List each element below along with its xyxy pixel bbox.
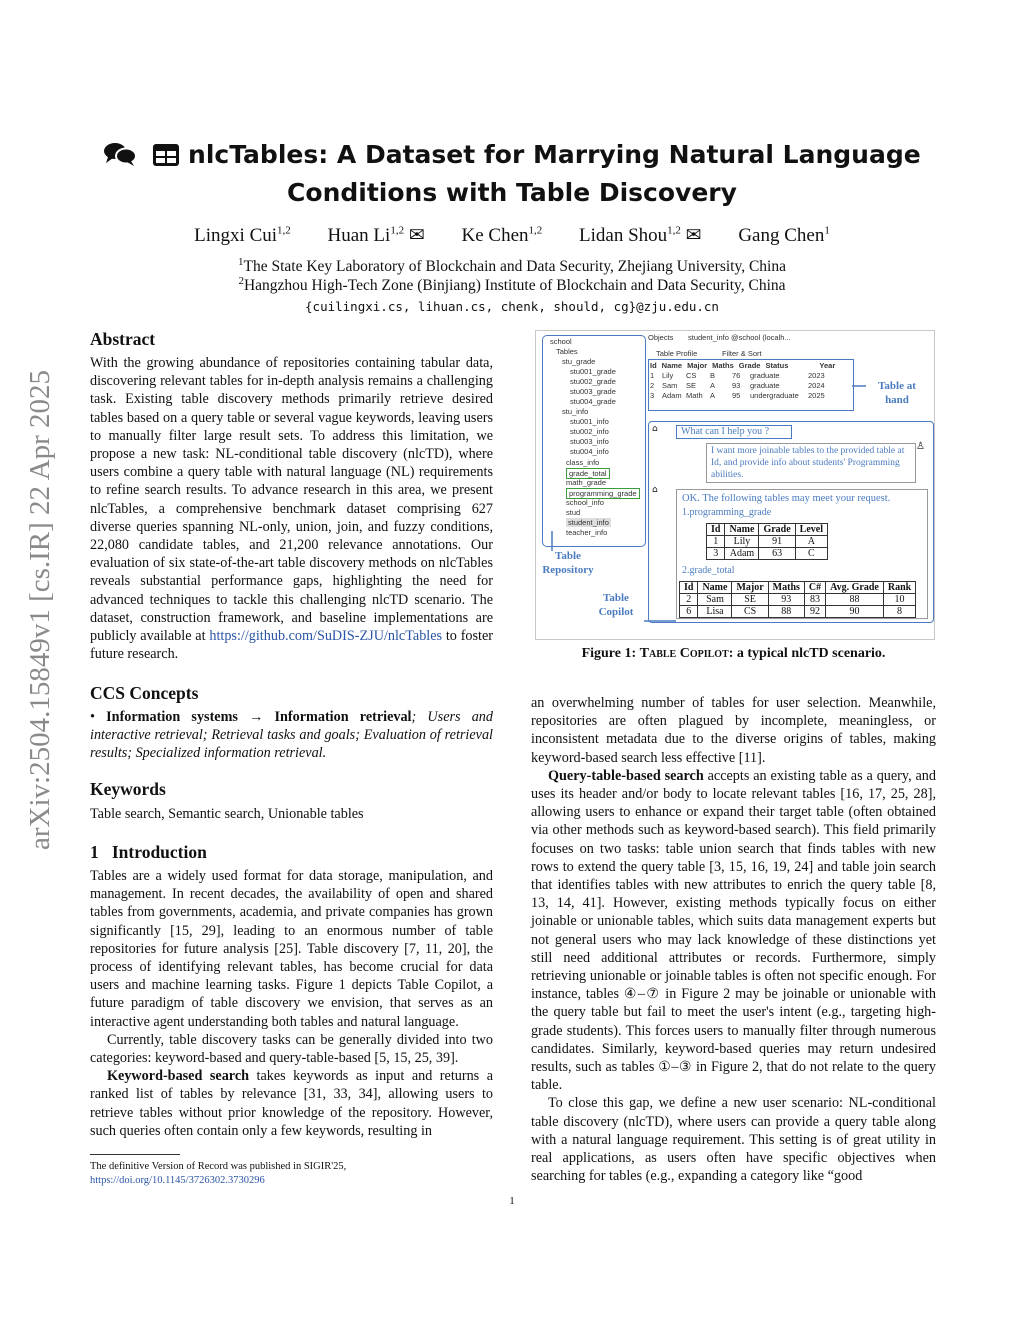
table-row: 2 Sam SE 93 83 88 10 bbox=[680, 594, 916, 606]
footnote: The definitive Version of Record was published in SIGIR'25, https://doi.org/10.1145/3726302.3730296 bbox=[90, 1161, 347, 1186]
envelope-icon: ✉ bbox=[408, 225, 425, 246]
label-table-at-hand: Table at hand bbox=[878, 380, 916, 406]
github-link[interactable]: https://github.com/SuDIS-ZJU/nlcTables bbox=[209, 628, 443, 645]
tree-item: stud bbox=[566, 508, 581, 517]
affiliation-1: $^1$The State Key Laboratory of Blockchain and Data Security, Zhejiang University, China bbox=[238, 256, 786, 276]
tree-item: teacher_info bbox=[566, 528, 608, 537]
author: Lidan Shou$^{1,2}$ ✉ bbox=[579, 224, 702, 246]
tree-item: stu003_grade bbox=[570, 387, 616, 396]
chat-bubbles-icon bbox=[103, 141, 137, 176]
tree-item: class_info bbox=[566, 458, 600, 467]
result-1-table: Id Name Grade Level 1 Lily 91 A 3 Adam 63 C bbox=[706, 523, 828, 560]
tree-item: stu004_info bbox=[570, 447, 609, 456]
page-number: 1 bbox=[509, 1195, 515, 1207]
user-message: I want more joinable tables to the provided table at Id, and provide info about students' Programming abilities. bbox=[706, 443, 916, 483]
robot-icon: ⌂ bbox=[652, 424, 658, 434]
author: Huan Li$^{1,2}$ ✉ bbox=[327, 224, 425, 246]
open-table-tab: student_info @school (localh... bbox=[688, 333, 791, 342]
title-line-1: nlcTables: A Dataset for Marrying Natural Language bbox=[188, 140, 921, 169]
objects-tab: Objects bbox=[648, 333, 674, 342]
figure-1-caption: Figure 1: Table Copilot: a typical nlcTD scenario. bbox=[581, 646, 886, 661]
result-1-title: 1.programming_grade bbox=[682, 507, 772, 518]
chat-prompt: What can I help you ? bbox=[676, 425, 792, 439]
table-row: 6 Lisa CS 88 92 90 8 bbox=[680, 606, 916, 618]
reply-text: OK. The following tables may meet your request. bbox=[682, 493, 891, 504]
table-row: 3 Adam 63 C bbox=[707, 548, 828, 560]
table-row: 1 Lily 91 A bbox=[707, 536, 828, 548]
figure-arrows bbox=[536, 331, 934, 639]
tree-item: stu_info bbox=[562, 407, 589, 416]
tree-item: stu003_info bbox=[570, 437, 609, 446]
table-icon bbox=[152, 142, 180, 176]
tree-item: stu002_info bbox=[570, 427, 609, 436]
email-list: {cuilingxi.cs, lihuan.cs, chenk, should, cg}@zju.edu.cn bbox=[305, 299, 719, 314]
ccs-body: • Information systems → Information retrieval; Users and interactive retrieval; Retrieval tasks and goals; Evaluation of retrieval results; Specialized information retrieval. bbox=[90, 709, 493, 762]
tree-item: Tables bbox=[556, 347, 578, 356]
tree-item: grade_total bbox=[566, 468, 610, 479]
title-line-2: Conditions with Table Discovery bbox=[287, 178, 737, 207]
tree-item: stu004_grade bbox=[570, 397, 616, 406]
user-icon: ♙ bbox=[916, 441, 925, 452]
result-2-title: 2.grade_total bbox=[682, 565, 735, 576]
figure-1 bbox=[535, 330, 935, 640]
tree-item: stu_grade bbox=[562, 357, 596, 366]
keywords-heading: Keywords bbox=[90, 779, 166, 799]
tree-item: programming_grade bbox=[566, 488, 640, 499]
author: Gang Chen$^1$ bbox=[738, 224, 830, 246]
tree-item: stu001_grade bbox=[570, 367, 616, 376]
author-list bbox=[60, 224, 964, 247]
author: Lingxi Cui$^{1,2}$ bbox=[194, 224, 291, 246]
author: Ke Chen$^{1,2}$ bbox=[461, 224, 543, 246]
intro-heading: 1 Introduction bbox=[90, 842, 207, 862]
keywords-body: Table search, Semantic search, Unionable tables bbox=[90, 806, 364, 822]
toolbar-filter: Filter & Sort bbox=[722, 349, 762, 358]
result-2-table: Id Name Major Maths C# Avg. Grade Rank 2 Sam SE 93 83 88 10 6 Lisa CS 88 92 90 8 bbox=[679, 581, 916, 618]
table-at-hand: Id Name Major Maths Grade Status Year 1 Lily CS B 76 graduate 2023 2 Sam SE A 93 graduate 2024 3 Adam Math A 95 undergraduate 2025 bbox=[650, 361, 836, 400]
tree-item: stu002_grade bbox=[570, 377, 616, 386]
abstract-body: With the growing abundance of repositories containing tabular data, discovering relevant tables for in-depth analysis remains a challenging task. Existing table discovery methods primarily retrieve desired tables based on a query table or several vague keywords, leaving users to manually filter large result sets. To address this limitation, we propose a new task: NL-conditional table discovery (nlcTD), where users combine a query table with natural language (NL) requirements to refine search results. To advance research in this area, we present nlcTables, a comprehensive benchmark dataset comprising 627 diverse queries spanning NL-only, union, join, and fuzzy conditions, 22,080 candidate tables, and 21,200 relevance annotations. Our evaluation of six state-of-the-art table discovery methods on nlcTables reveals substantial performance gaps, highlighting the need for advanced techniques to tackle this challenging nlcTD scenario. The dataset, construction framework, and baseline implementations are publicly available at https://github.com/SuDIS-ZJU/nlcTables to foster future research. bbox=[90, 355, 494, 663]
tree-item: stu001_info bbox=[570, 417, 609, 426]
doi-link[interactable]: https://doi.org/10.1145/3726302.3730296 bbox=[90, 1175, 265, 1186]
tree-item: school_info bbox=[566, 498, 604, 507]
abstract-heading: Abstract bbox=[90, 329, 156, 349]
arxiv-sidebar-id: arXiv:2504.15849v1 [cs.IR] 22 Apr 2025 bbox=[24, 369, 56, 850]
robot-icon: ⌂ bbox=[652, 485, 658, 495]
label-table-repository: Table Repository bbox=[542, 550, 594, 576]
intro-body-right: an overwhelming number of tables for user selection. Meanwhile, repositories are often plagued by incomplete, meaningless, or inconsistent metadata due to the diverse origins of tables, making keyword-based search less effective [11]. Query-table-based search accepts an existing table as a query, and uses its header and/or body to locate relevant tables [16, 17, 25, 28], allowing users to enhance or expand their target table (often obtained via other methods such as keyword-based search). This field primarily focuses on two tasks: table union search that finds tables with new rows to extend the query table [3, 15, 16, 19, 24] and table join search that identifies tables with new attributes to enrich the query table [8, 13, 14, 41]. However, existing methods typically focus on either joinable or unionable tables, which suits data management experts but not general users who may lack knowledge of these distinctions yet still need additional attributes or records. Furthermore, simply retrieving unionable or joinable tables is often not specific enough. For instance, tables ④–⑦ in Figure 2 may be joinable or unionable with the query table but fail to meet the user's intent (e.g., targeting high-grade students). This forces users to manually filter through numerous candidates. Similarly, keyword-based queries may return undesired results, such as tables ①–③ in Figure 2, that do not relate to the query table. To close this gap, we define a new user scenario: NL-conditional table discovery (nlcTD), where users can provide a query table along with a natural language requirement. This setting is of great utility in real applications, as users often have specific objectives when searching for tables (e.g., expanding a category like “good bbox=[531, 695, 936, 1185]
label-table-copilot: Table Copilot bbox=[598, 592, 634, 618]
tree-item: math_grade bbox=[566, 478, 607, 487]
envelope-icon: ✉ bbox=[685, 225, 702, 246]
ccs-heading: CCS Concepts bbox=[90, 683, 199, 703]
paper-title bbox=[60, 138, 964, 210]
tree-item: school bbox=[550, 337, 572, 346]
intro-body-left: Tables are a widely used format for data storage, manipulation, and management. In recent decades, the availability of open and shared tables from governments, academia, and private companies has grown significantly [15, 29], leading to an enormous number of table repositories for future analysis [25]. Table discovery [7, 11, 20], the process of identifying relevant tables, has become crucial for data users and machine learning tasks. Figure 1 depicts Table Copilot, a future paradigm of table discovery we envision, that serves as an interactive agent understanding both tables and natural language. Currently, table discovery tasks can be generally divided into two categories: keyword-based and query-table-based [5, 15, 25, 39]. Keyword-based search takes keywords as input and returns a ranked list of tables by relevance [31, 33, 34], allowing users to retrieve tables without prior knowledge of the repository. However, such queries often contain only a few keywords, resulting in bbox=[90, 868, 493, 1139]
affiliation-2: $^2$Hangzhou High-Tech Zone (Binjiang) Institute of Blockchain and Data Security, China bbox=[238, 275, 786, 295]
toolbar-profile: Table Profile bbox=[656, 349, 698, 358]
footnote-rule bbox=[90, 1154, 180, 1155]
tree-item: student_info bbox=[568, 518, 609, 527]
